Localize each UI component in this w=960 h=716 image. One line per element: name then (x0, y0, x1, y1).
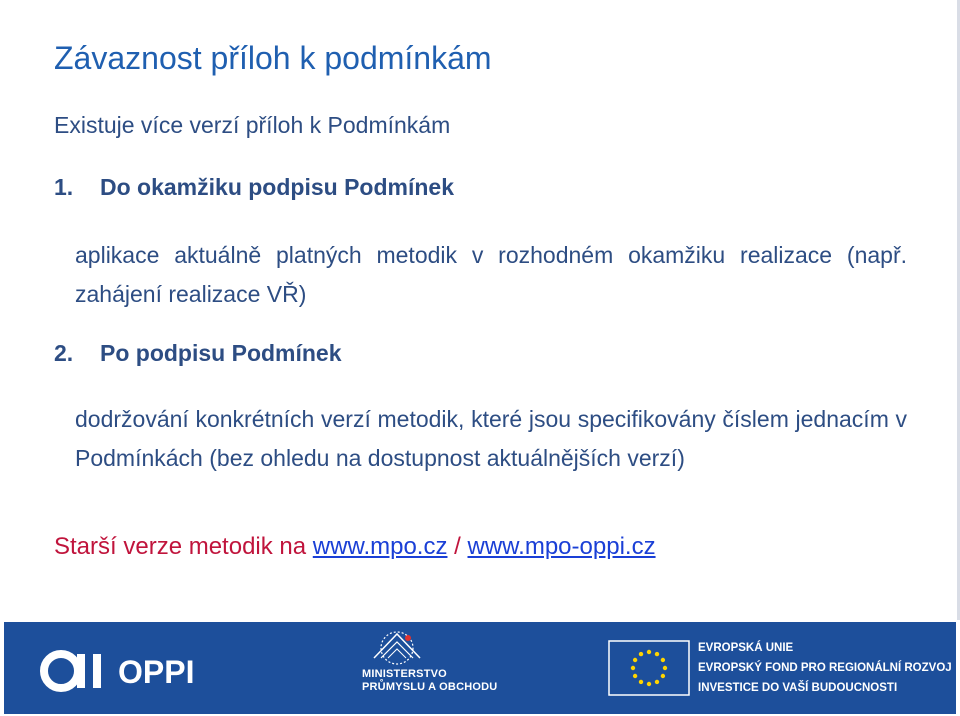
footer-logo-bar (4, 622, 956, 714)
slide-title: Závaznost příloh k podmínkám (54, 40, 492, 76)
list-item-heading-1 (54, 174, 454, 201)
ministry-line-1: MINISTERSTVO (362, 668, 447, 680)
oppi-logo-bar-icon (93, 654, 101, 688)
link-separator: / (447, 533, 468, 560)
ministry-name (362, 668, 497, 694)
ministry-line-2: PRŮMYSLU A OBCHODU (362, 681, 498, 693)
eu-line-3: INVESTICE DO VAŠÍ BUDOUCNOSTI (698, 682, 898, 694)
oppi-logo-text: OPPI (118, 654, 195, 690)
list-item-description-2: dodržování konkrétních verzí metodik, které jsou specifikovány číslem jednacím v Podmínkách (bez ohledu na dostupnost aktuálnějších verzí) (75, 406, 907, 471)
list-item-heading-2 (54, 340, 342, 367)
eu-funding-text (698, 638, 952, 698)
list-item-heading-text: Do okamžiku podpisu Podmínek (100, 174, 454, 200)
list-item-description-1: aplikace aktuálně platných metodik v rozhodném okamžiku realizace (např. zahájení realizace VŘ) (75, 242, 907, 307)
mpo-oppi-link[interactable]: www.mpo-oppi.cz (467, 533, 656, 560)
mpo-link[interactable]: www.mpo.cz (312, 533, 448, 560)
ministry-emblem-icon (364, 628, 430, 668)
list-item-number: 2. (54, 340, 74, 366)
eu-flag-icon (608, 640, 690, 696)
list-item-heading-text: Po podpisu Podmínek (100, 340, 342, 366)
eu-line-2: EVROPSKÝ FOND PRO REGIONÁLNÍ ROZVOJ (698, 662, 952, 674)
oppi-logo-ring-icon (44, 654, 78, 688)
eu-line-1: EVROPSKÁ UNIE (698, 642, 794, 654)
older-versions-note (54, 533, 656, 561)
oppi-logo-bar-icon (77, 654, 85, 688)
older-versions-label: Starší verze metodik na (54, 533, 313, 560)
intro-text: Existuje více verzí příloh k Podmínkám (54, 112, 451, 138)
list-item-number: 1. (54, 174, 74, 200)
oppi-logo (38, 648, 218, 694)
